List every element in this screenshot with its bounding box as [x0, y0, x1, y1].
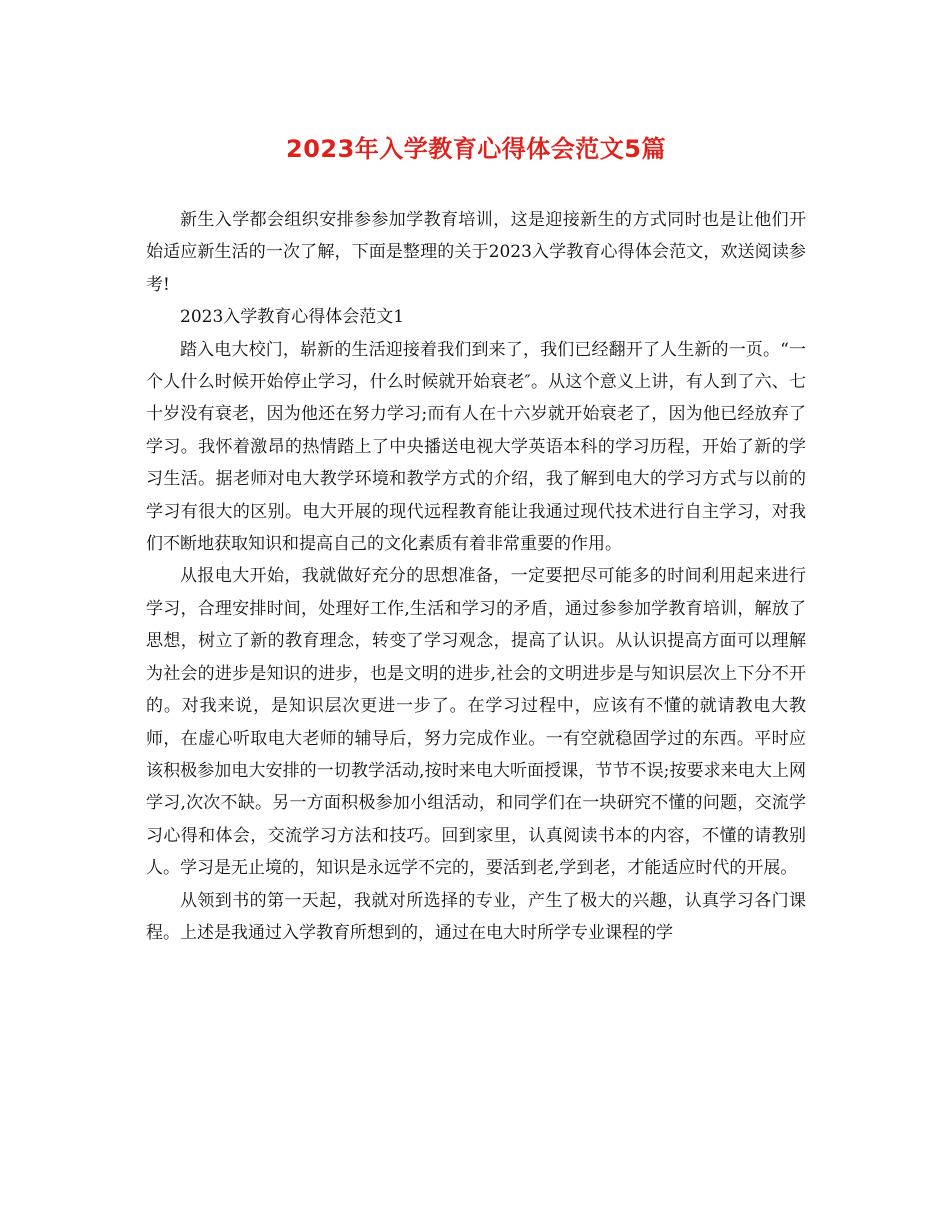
- document-page: [146, 118, 806, 949]
- body-paragraph-3: 从领到书的第一天起，我就对所选择的专业，产生了极大的兴趣，认真学习各门课程。上述是我通过入学教育所想到的，通过在电大时所学专业课程的学: [146, 890, 806, 943]
- section-heading: 2023入学教育心得体会范文1: [180, 307, 405, 328]
- document-title: 2023年入学教育心得体会范文5篇: [286, 135, 666, 163]
- intro-paragraph: 新生入学都会组织安排参参加学教育培训，这是迎接新生的方式同时也是让他们开始适应新生活的一次了解，下面是整理的关于2023入学教育心得体会范文，欢送阅读参考!: [146, 210, 806, 295]
- body-paragraph-1: 踏入电大校门，崭新的生活迎接着我们到来了，我们已经翻开了人生新的一页。“一个人什么时候开始停止学习，什么时候就开始衰老″。从这个意义上讲，有人到了六、七十岁没有衰老，因为他还在努力学习;而有人在十六岁就开始衰老了，因为他已经放弃了学习。我怀着激昂的热情踏上了中央播送电视大学英语本科的学习历程，开始了新的学习生活。据老师对电大教学环境和教学方式的介绍，我了解到电大的学习方式与以前的学习有很大的区别。电大开展的现代远程教育能让我通过现代技术进行自主学习，对我们不断地获取知识和提高自己的文化素质有着非常重要的作用。: [146, 339, 806, 555]
- body-paragraph-2: 从报电大开始，我就做好充分的思想准备，一定要把尽可能多的时间利用起来进行学习，合理安排时间，处理好工作,生活和学习的矛盾，通过参参加学教育培训，解放了思想，树立了新的教育理念，转变了学习观念，提高了认识。从认识提高方面可以理解为社会的进步是知识的进步，也是文明的进步,社会的文明进步是与知识层次上下分不开的。对我来说，是知识层次更进一步了。在学习过程中，应该有不懂的就请教电大教师，在虚心听取电大老师的辅导后，努力完成作业。一有空就稳固学过的东西。平时应该积极参加电大安排的一切教学活动,按时来电大听面授课，节节不误;按要求来电大上网学习,次次不缺。另一方面积极参加小组活动，和同学们在一块研究不懂的问题，交流学习心得和体会，交流学习方法和技巧。回到家里，认真阅读书本的内容，不懂的请教别人。学习是无止境的，知识是永远学不完的，要活到老,学到老，才能适应时代的开展。: [146, 566, 806, 879]
